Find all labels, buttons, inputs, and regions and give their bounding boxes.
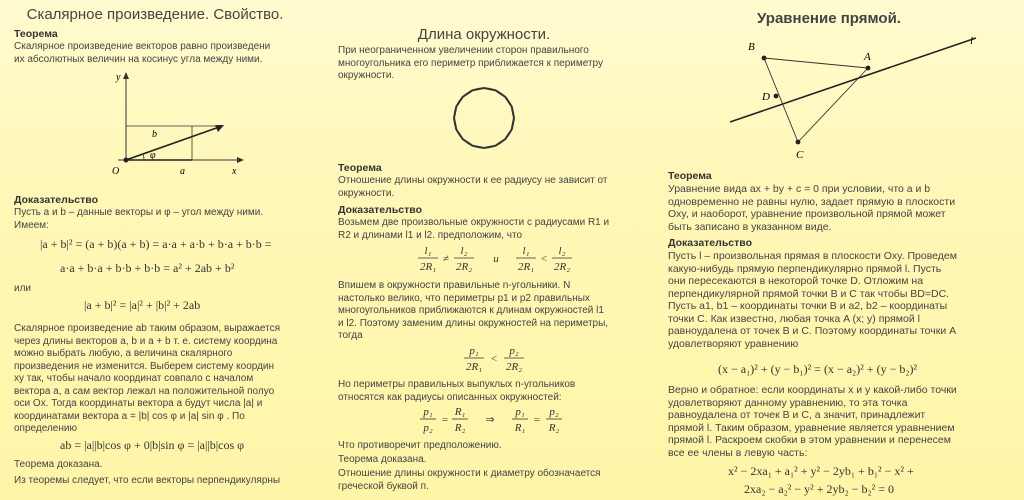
svg-text:l₂: l₂ bbox=[460, 245, 468, 257]
vector-b-label: b bbox=[152, 129, 157, 140]
svg-text:R₁: R₁ bbox=[454, 406, 466, 418]
proof-end-text: Теорема доказана. bbox=[338, 454, 427, 465]
explanation-text-2: Но периметры правильных выпуклых n-угольников относятся как радиусы описанных окружностей: bbox=[338, 379, 576, 403]
formula-equidistance: (x − a₁)² + (y − b₁)² = (x − a₂)² + (y − b₂)² bbox=[718, 362, 918, 376]
theorem-heading: Теорема bbox=[668, 170, 712, 182]
section-line-equation bbox=[666, 0, 1020, 500]
section-title: Уравнение прямой. bbox=[757, 10, 901, 27]
formula-expanded-1: x² − 2xa₁ + a₁² + y² − 2yb₁ + b₁² − x² + bbox=[728, 464, 914, 478]
corollary-text: Из теоремы следует, что если векторы перпендикулярны bbox=[14, 475, 281, 486]
svg-text:=: = bbox=[533, 414, 541, 426]
section-title: Длина окружности. bbox=[417, 26, 551, 43]
svg-text:p₂: p₂ bbox=[423, 422, 433, 434]
svg-text:=: = bbox=[441, 414, 449, 426]
svg-text:<: < bbox=[540, 253, 548, 265]
svg-text:2R₁: 2R₁ bbox=[517, 261, 535, 273]
formula-expansion-1: |a + b|² = (a + b)(a + b) = a·a + a·b + b·a + b·b = bbox=[40, 237, 272, 251]
formula-perimeter-ratio bbox=[416, 402, 586, 438]
point-d-label: D bbox=[762, 91, 770, 103]
theorem-heading: Теорема bbox=[14, 28, 58, 40]
intro-text: При неограниченном увеличении сторон правильного многоугольника его периметр приближается к периметру окружности. bbox=[338, 45, 603, 81]
converse-text: Верно и обратное: если координаты x и y какой-либо точки удовлетворяют данному уравнению, то эта точка равноудалена от точек B и C, а значит, принадлежит прямой l. Таким образом, уравнение является уравнением прямой l. Раскроем скобки в этом уравнении и перенесем все ее члены в левую часть: bbox=[668, 384, 957, 459]
svg-text:R₂: R₂ bbox=[548, 422, 560, 434]
proof-text: Возьмем две произвольные окружности с радиусами R1 и R2 и длинами l1 и l2. предположим, что bbox=[338, 217, 610, 241]
formula-expansion-3: |a + b|² = |a|² + |b|² + 2ab bbox=[84, 298, 201, 312]
point-b-label: B bbox=[748, 41, 755, 53]
theorem-text: Отношение длины окружности к ее радиусу не зависит от окружности. bbox=[338, 175, 608, 199]
axis-y-label: y bbox=[116, 72, 121, 83]
point-a-label: A bbox=[864, 51, 871, 63]
section-dot-product bbox=[0, 0, 310, 500]
svg-text:p₁: p₁ bbox=[515, 406, 525, 418]
origin-label: O bbox=[112, 166, 120, 177]
svg-text:p₂: p₂ bbox=[509, 345, 519, 357]
axis-x-label: x bbox=[232, 166, 237, 177]
svg-text:⇒: ⇒ bbox=[485, 414, 495, 426]
svg-text:p₁: p₁ bbox=[423, 406, 433, 418]
svg-text:2R₂: 2R₂ bbox=[553, 261, 571, 273]
svg-text:2R₂: 2R₂ bbox=[455, 261, 473, 273]
line-figure bbox=[726, 30, 1020, 162]
or-text: или bbox=[14, 283, 32, 294]
svg-text:l₁: l₁ bbox=[424, 245, 432, 257]
formula-perimeter-inequality bbox=[460, 341, 540, 377]
svg-text:p₂: p₂ bbox=[549, 406, 559, 418]
contradiction-text: Что противоречит предположению. bbox=[338, 440, 502, 451]
svg-text:R₁: R₁ bbox=[514, 422, 526, 434]
svg-text:l₂: l₂ bbox=[558, 245, 566, 257]
theorem-text: Уравнение вида ax + by + c = 0 при условии, что a и b одновременно не равны нулю, задает прямую в плоскости Oxy, и наоборот, уравнение произвольной прямой может быть записано в указанном виде. bbox=[668, 183, 956, 233]
explanation-text: Впишем в окружности правильные n-угольники. N настолько велико, что периметры p1 и p2 правильных многоугольников приближаются к длинам окружностей l1 и l2. Поэтому заменим длины окружностей на периметры, тогда bbox=[338, 280, 609, 341]
pi-note-text: Отношение длины окружности к диаметру обозначается греческой буквой п. bbox=[338, 468, 601, 492]
angle-label: φ bbox=[150, 150, 156, 161]
proof-heading: Доказательство bbox=[668, 237, 752, 249]
proof-text: Пусть l – произвольная прямая в плоскости Oxy. Проведем какую-нибудь прямую перпендикулярно прямой l. Пусть они пересекаются в некоторой точке D. Отложим на перпендикулярной прямой точки B и C так чтобы BD=DC. Пусть a1, b1 – координаты точки B и a2, b2 – координаты точки C. Как известно, любая точка A (x; y) прямой l равноудалена от точек B и C. Поэтому координаты точки A удовлетворяют уравнению bbox=[668, 250, 957, 350]
proof-end-text: Теорема доказана. bbox=[14, 459, 103, 470]
explanation-text: Скалярное произведение ab таким образом, выражается через длины векторов a, b и a + b т. е. систему координа можно выбрать любую, а величина скалярного произведения не изменится. Выберем систему координ xy так, чтобы начало координат совпало с началом вектора a, а сам вектор лежал на положительной полуо оси Ox. Тогда координаты вектора a будут числа |a| и координатами вектора a = |b| cos φ и |a| sin φ . По определению bbox=[14, 323, 281, 434]
point-c-label: C bbox=[796, 149, 804, 161]
svg-text:l₁: l₁ bbox=[522, 245, 530, 257]
formula-assumption bbox=[414, 240, 594, 280]
formula-expansion-2: a·a + b·a + b·b + b·b = a² + 2ab + b² bbox=[60, 261, 235, 275]
formula-expanded-2: 2xa₂ − a₂² − y² + 2yb₂ − b₂² = 0 bbox=[744, 482, 895, 496]
theorem-heading: Теорема bbox=[338, 162, 382, 174]
proof-heading: Доказательство bbox=[338, 204, 422, 216]
svg-text:2R₁: 2R₁ bbox=[465, 361, 483, 373]
proof-heading: Доказательство bbox=[14, 194, 98, 206]
vector-figure bbox=[100, 70, 250, 182]
svg-text:≠: ≠ bbox=[442, 253, 450, 265]
svg-text:<: < bbox=[490, 353, 498, 365]
line-l-label: l bbox=[970, 35, 974, 47]
svg-text:и: и bbox=[493, 253, 499, 265]
svg-text:2R₁: 2R₁ bbox=[419, 261, 437, 273]
proof-text: Пусть a и b – данные векторы и φ – угол между ними. Имеем: bbox=[14, 207, 264, 231]
vector-a-label: a bbox=[180, 166, 185, 177]
section-circumference bbox=[334, 0, 634, 500]
svg-text:2R₂: 2R₂ bbox=[505, 361, 523, 373]
polygon-circle-figure bbox=[448, 82, 520, 154]
formula-dot-product: ab = |a||b|cos φ + 0|b|sin φ = |a||b|cos φ bbox=[60, 438, 245, 452]
svg-text:p₁: p₁ bbox=[469, 345, 479, 357]
svg-text:R₂: R₂ bbox=[454, 422, 466, 434]
section-title: Скалярное произведение. Свойство. bbox=[26, 6, 284, 23]
theorem-text: Скалярное произведение векторов равно произведени их абсолютных величин на косинус угла между ними. bbox=[14, 41, 271, 65]
